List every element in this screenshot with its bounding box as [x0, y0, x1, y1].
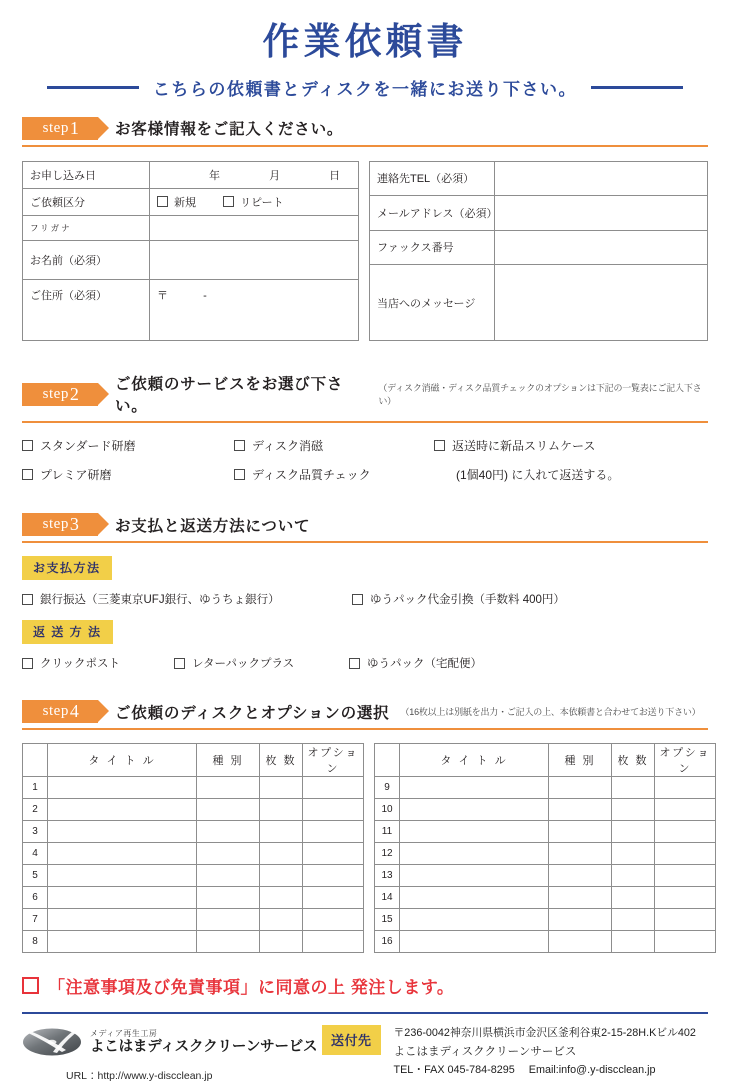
- cell-option[interactable]: [655, 909, 716, 931]
- cell-option[interactable]: [655, 799, 716, 821]
- cell-option[interactable]: [655, 843, 716, 865]
- row-number: 13: [375, 865, 400, 887]
- table-row: [370, 230, 708, 264]
- consent-label: 「注意事項及び免責事項」に同意の上 発注します。: [48, 978, 455, 998]
- label-application-date: お申し込み日: [23, 161, 150, 188]
- step2-badge-number: 2: [69, 383, 80, 404]
- step1-header: [22, 117, 708, 147]
- cell-count[interactable]: [260, 909, 303, 931]
- table-row: [370, 196, 708, 230]
- table-header-row: [375, 744, 716, 777]
- step1-badge-number: 1: [69, 117, 80, 138]
- checkbox-icon: [22, 977, 39, 994]
- checkbox-icon: [434, 440, 445, 451]
- cell-title[interactable]: [48, 777, 197, 799]
- row-number: 7: [23, 909, 48, 931]
- subtitle: こちらの依頼書とディスクを一緒にお送り下さい。: [152, 79, 578, 99]
- step2-title: ご依頼のサービスをお選び下さい。: [115, 376, 344, 416]
- year-label: 年: [209, 169, 221, 182]
- cell-count[interactable]: [260, 865, 303, 887]
- footer-address-block: [394, 1025, 696, 1080]
- cell-count[interactable]: [612, 909, 655, 931]
- row-number: 5: [23, 865, 48, 887]
- label-tel: 連絡先TEL（必須）: [370, 161, 495, 195]
- rule-left: [47, 86, 139, 89]
- checkbox-icon: [349, 658, 360, 669]
- company-name: よこはまディスククリーンサービス: [393, 1045, 577, 1058]
- checkbox-icon: [22, 594, 33, 605]
- cell-kind[interactable]: [197, 799, 260, 821]
- step4-note: （16枚以上は別紙を出力・ご記入の上、本依頼書と合わせてお送り下さい）: [400, 706, 701, 717]
- option-label: スタンダード研磨: [40, 439, 136, 454]
- cell-count[interactable]: [260, 931, 303, 953]
- checkbox-icon: [157, 196, 168, 207]
- table-row: [23, 909, 364, 931]
- website-url[interactable]: URL：http://www.y-discclean.jp: [66, 1070, 213, 1083]
- row-number: 14: [375, 887, 400, 909]
- step4-badge-number: 4: [69, 701, 80, 722]
- cell-kind[interactable]: [197, 909, 260, 931]
- option-label: 返送時に新品スリムケース: [452, 439, 596, 454]
- col-title: タ イ ト ル: [48, 744, 197, 777]
- table-row: [375, 931, 716, 953]
- cell-count[interactable]: [260, 821, 303, 843]
- section-step1: [22, 117, 708, 342]
- cell-count[interactable]: [612, 821, 655, 843]
- postal-dash: -: [203, 290, 207, 303]
- cell-kind[interactable]: [549, 843, 612, 865]
- cell-kind[interactable]: [549, 887, 612, 909]
- table-row: [375, 843, 716, 865]
- email[interactable]: Email:info@.y-discclean.jp: [528, 1064, 656, 1077]
- cell-option[interactable]: [303, 931, 364, 953]
- field-address[interactable]: [150, 280, 359, 341]
- disc-logo-icon: [22, 1025, 82, 1059]
- row-number: 11: [375, 821, 400, 843]
- cell-kind[interactable]: [549, 777, 612, 799]
- cell-kind[interactable]: [549, 909, 612, 931]
- checkbox-icon: [234, 469, 245, 480]
- cell-kind[interactable]: [549, 799, 612, 821]
- checkbox-repeat-label: リピート: [240, 196, 284, 209]
- step4-title: ご依頼のディスクとオプションの選択: [115, 704, 390, 722]
- cell-kind[interactable]: [197, 843, 260, 865]
- step3-badge-number: 3: [69, 514, 80, 535]
- cell-count[interactable]: [260, 887, 303, 909]
- section-step2: [22, 372, 708, 483]
- row-number: 6: [23, 887, 48, 909]
- cell-title[interactable]: [400, 821, 549, 843]
- brand-name: よこはまディスククリーンサービス: [90, 1038, 318, 1055]
- row-number: 3: [23, 821, 48, 843]
- col-count: 枚 数: [612, 744, 655, 777]
- brand-text: [90, 1029, 317, 1056]
- customer-info-table-right: [369, 161, 708, 342]
- cell-option[interactable]: [655, 865, 716, 887]
- month-label: 月: [269, 169, 282, 182]
- cell-kind[interactable]: [197, 821, 260, 843]
- step1-badge: [22, 117, 98, 140]
- brand-row: [22, 1025, 322, 1059]
- rule-right: [591, 86, 683, 89]
- service-column-1: [22, 437, 234, 483]
- field-message[interactable]: [495, 265, 708, 341]
- option-label: ディスク消磁: [252, 439, 324, 454]
- field-name[interactable]: [150, 241, 359, 280]
- cell-count[interactable]: [612, 777, 655, 799]
- cell-kind[interactable]: [549, 821, 612, 843]
- payment-options: [22, 591, 708, 607]
- cell-title[interactable]: [48, 931, 197, 953]
- checkbox-new[interactable]: [157, 194, 196, 210]
- label-request-type: ご依頼区分: [23, 188, 150, 216]
- table-row: [23, 280, 359, 341]
- col-kind: 種 別: [549, 744, 612, 777]
- label-address: ご住所（必須）: [23, 280, 150, 341]
- checkbox-cash-on-delivery[interactable]: [352, 591, 652, 607]
- cell-option[interactable]: [655, 931, 716, 953]
- checkbox-letterpack-plus[interactable]: [174, 655, 349, 671]
- checkbox-click-post[interactable]: [22, 655, 174, 671]
- payment-method-label: お支払方法: [22, 556, 112, 580]
- row-number: 10: [375, 799, 400, 821]
- cell-title[interactable]: [48, 799, 197, 821]
- cell-option[interactable]: [303, 843, 364, 865]
- cell-kind[interactable]: [197, 865, 260, 887]
- cell-title[interactable]: [400, 777, 549, 799]
- cell-option[interactable]: [303, 865, 364, 887]
- step1-tables: [22, 161, 708, 342]
- table-row: [23, 799, 364, 821]
- contact-line: [394, 1062, 696, 1079]
- cell-option[interactable]: [303, 909, 364, 931]
- checkbox-repeat[interactable]: [223, 194, 284, 210]
- field-application-date[interactable]: [150, 161, 359, 188]
- cell-count[interactable]: [260, 777, 303, 799]
- section-step4: [22, 700, 711, 953]
- step4-header: [22, 700, 708, 730]
- cell-option[interactable]: [303, 777, 364, 799]
- checkbox-icon: [22, 469, 33, 480]
- label-furigana: フリガナ: [23, 216, 150, 241]
- cell-count[interactable]: [612, 865, 655, 887]
- checkbox-yu-pack[interactable]: [349, 655, 482, 671]
- option-label: 銀行振込（三菱東京UFJ銀行、ゆうちょ銀行）: [40, 594, 280, 607]
- service-column-2: [234, 437, 434, 483]
- cell-option[interactable]: [303, 799, 364, 821]
- checkbox-icon: [234, 440, 245, 451]
- day-label: 日: [329, 169, 342, 182]
- table-row: [370, 265, 708, 341]
- table-row: [23, 843, 364, 865]
- table-row: [375, 887, 716, 909]
- col-count: 枚 数: [260, 744, 303, 777]
- section-step3: [22, 513, 708, 671]
- checkbox-standard-polish[interactable]: [22, 437, 234, 454]
- col-kind: 種 別: [197, 744, 260, 777]
- cell-option[interactable]: [655, 821, 716, 843]
- table-row: [375, 777, 716, 799]
- brand-tagline: メディア再生工房: [90, 1028, 158, 1038]
- consent-checkbox-row[interactable]: [22, 973, 708, 998]
- cell-count[interactable]: [612, 887, 655, 909]
- step4-badge-label: step: [42, 703, 69, 720]
- row-number: 1: [23, 777, 48, 799]
- checkbox-slim-case[interactable]: [434, 437, 684, 454]
- table-row: [370, 161, 708, 195]
- field-furigana[interactable]: [150, 216, 359, 241]
- cell-title[interactable]: [400, 865, 549, 887]
- checkbox-disc-quality-check[interactable]: [234, 466, 434, 483]
- shipping-destination-badge: 送付先: [322, 1025, 381, 1055]
- footer: [22, 1014, 708, 1083]
- step3-badge: [22, 513, 98, 536]
- table-header-row: [23, 744, 364, 777]
- cell-count[interactable]: [612, 843, 655, 865]
- cell-title[interactable]: [400, 799, 549, 821]
- cell-title[interactable]: [48, 865, 197, 887]
- disc-table-right: [374, 743, 716, 953]
- table-row: [23, 216, 359, 241]
- option-label: ゆうパック（宅配便）: [367, 658, 482, 671]
- customer-info-table-left: [22, 161, 359, 342]
- checkbox-new-label: 新規: [174, 196, 196, 209]
- col-number: [23, 744, 48, 777]
- cell-kind[interactable]: [549, 931, 612, 953]
- step2-badge-label: step: [42, 385, 69, 402]
- step2-note: （ディスク消磁・ディスク品質チェックのオプションは下記の一覧表にご記入下さい）: [378, 382, 702, 406]
- cell-title[interactable]: [400, 909, 549, 931]
- checkbox-premium-polish[interactable]: [22, 466, 234, 483]
- step1-badge-label: step: [42, 119, 69, 136]
- step3-badge-label: step: [42, 516, 69, 533]
- cell-title[interactable]: [48, 821, 197, 843]
- cell-kind[interactable]: [197, 887, 260, 909]
- cell-title[interactable]: [48, 843, 197, 865]
- table-row: [23, 887, 364, 909]
- cell-count[interactable]: [260, 843, 303, 865]
- table-row: [23, 777, 364, 799]
- step2-header: [22, 372, 708, 423]
- table-row: [375, 865, 716, 887]
- field-request-type: [150, 188, 359, 216]
- col-title: タ イ ト ル: [400, 744, 549, 777]
- cell-option[interactable]: [303, 887, 364, 909]
- cell-title[interactable]: [400, 931, 549, 953]
- cell-title[interactable]: [400, 887, 549, 909]
- option-label: クリックポスト: [40, 658, 121, 671]
- field-fax[interactable]: [495, 230, 708, 264]
- option-label: レターパックプラス: [192, 658, 295, 671]
- cell-option[interactable]: [655, 887, 716, 909]
- subtitle-row: [22, 75, 708, 100]
- row-number: 12: [375, 843, 400, 865]
- option-label: ゆうパック代金引換（手数料 400円）: [370, 594, 565, 607]
- table-row: [375, 799, 716, 821]
- return-method-label: 返 送 方 法: [22, 620, 113, 644]
- step3-header: [22, 513, 708, 543]
- step3-title: お支払と返送方法について: [115, 517, 311, 535]
- row-number: 8: [23, 931, 48, 953]
- table-row: [23, 931, 364, 953]
- cell-count[interactable]: [612, 931, 655, 953]
- table-row: [23, 161, 359, 188]
- cell-kind[interactable]: [549, 865, 612, 887]
- checkbox-icon: [22, 658, 33, 669]
- table-row: [23, 821, 364, 843]
- postal-mark: 〒: [157, 290, 168, 303]
- row-number: 16: [375, 931, 400, 953]
- field-tel[interactable]: [495, 161, 708, 195]
- cell-option[interactable]: [655, 777, 716, 799]
- col-number: [375, 744, 400, 777]
- label-message: 当店へのメッセージ: [370, 265, 495, 341]
- service-column-3: [434, 437, 684, 483]
- checkbox-bank-transfer[interactable]: [22, 591, 352, 607]
- cell-title[interactable]: [48, 909, 197, 931]
- label-name: お名前（必須）: [23, 241, 150, 280]
- cell-title[interactable]: [400, 843, 549, 865]
- step4-badge: [22, 700, 98, 723]
- step2-badge: [22, 383, 98, 406]
- label-email: メールアドレス（必須）: [370, 196, 495, 230]
- checkbox-icon: [22, 440, 33, 451]
- field-email[interactable]: [495, 196, 708, 230]
- cell-option[interactable]: [303, 821, 364, 843]
- table-row: [375, 909, 716, 931]
- table-row: [23, 241, 359, 280]
- service-options: [22, 437, 708, 483]
- table-row: [375, 821, 716, 843]
- col-option: オプション: [655, 744, 716, 777]
- address-line: 〒236-0042神奈川県横浜市金沢区釜利谷東2-15-28H.Kビル402: [393, 1027, 696, 1040]
- checkbox-icon: [174, 658, 185, 669]
- row-number: 15: [375, 909, 400, 931]
- option-label: ディスク品質チェック: [252, 468, 371, 483]
- slim-case-note: (1個40円) に入れて返送する。: [456, 468, 620, 483]
- cell-title[interactable]: [48, 887, 197, 909]
- option-label: プレミア研磨: [40, 468, 112, 483]
- step1-title: お客様情報をご記入ください。: [115, 121, 344, 139]
- cell-count[interactable]: [260, 799, 303, 821]
- page-title: 作業依頼書: [262, 21, 468, 62]
- table-row: [23, 865, 364, 887]
- cell-kind[interactable]: [197, 931, 260, 953]
- checkbox-disc-demagnetize[interactable]: [234, 437, 434, 454]
- table-row: [23, 188, 359, 216]
- return-options: [22, 655, 708, 671]
- checkbox-icon: [352, 594, 363, 605]
- label-fax: ファックス番号: [370, 230, 495, 264]
- cell-count[interactable]: [612, 799, 655, 821]
- cell-kind[interactable]: [197, 777, 260, 799]
- checkbox-icon: [223, 196, 234, 207]
- disc-tables: [22, 743, 711, 953]
- tel-fax: TEL・FAX 045-784-8295: [393, 1064, 515, 1077]
- disc-table-left: [22, 743, 364, 953]
- row-number: 2: [23, 799, 48, 821]
- row-number: 4: [23, 843, 48, 865]
- row-number: 9: [375, 777, 400, 799]
- footer-brand-block: [22, 1025, 322, 1083]
- col-option: オプション: [303, 744, 364, 777]
